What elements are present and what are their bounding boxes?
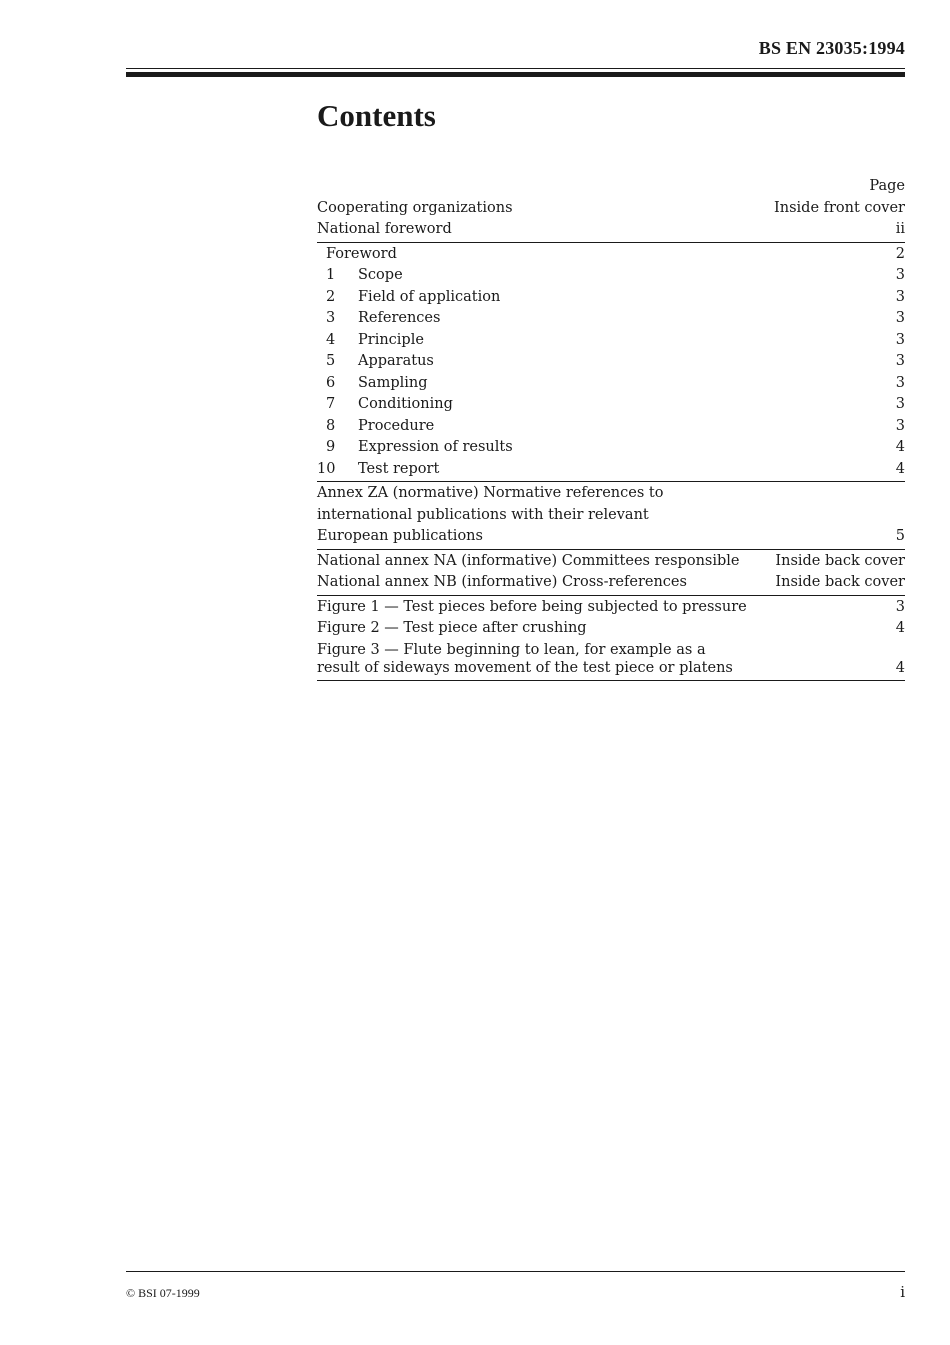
toc-entry-clause-7[interactable] <box>317 394 905 416</box>
toc-entry-cooperating-organizations[interactable] <box>317 198 905 220</box>
toc-entry-page: 3 <box>895 417 905 434</box>
clause-number: 6 <box>326 374 336 391</box>
clause-number: 1 <box>326 267 336 283</box>
page-column-header: Page <box>869 178 905 194</box>
toc-entry-clause-6[interactable] <box>317 373 905 395</box>
header-rule-thick <box>126 72 905 77</box>
toc-entry-page: 2 <box>895 245 905 262</box>
table-of-contents <box>317 176 905 681</box>
toc-entry-label: Scope <box>358 267 403 283</box>
annex-za-group <box>317 482 905 550</box>
clause-number: 7 <box>326 396 336 412</box>
toc-entry-page: 3 <box>895 353 905 369</box>
toc-entry-label: National annex NB (informative) Cross-references <box>317 574 687 590</box>
clause-number: 5 <box>326 353 336 369</box>
toc-entry-label-line: European publications <box>317 528 483 544</box>
footer-page-number: i <box>900 1283 905 1301</box>
toc-entry-label: National annex NA (informative) Committees responsible <box>317 552 740 569</box>
toc-entry-national-annex-na[interactable] <box>317 551 905 573</box>
toc-entry-figure-2[interactable] <box>317 618 905 640</box>
toc-entry-annex-za[interactable] <box>317 483 905 548</box>
toc-entry-clause-8[interactable] <box>317 416 905 438</box>
toc-entry-clause-1[interactable] <box>317 265 905 287</box>
toc-entry-label-line: international publications with their relevant <box>317 506 649 523</box>
toc-entry-national-annex-nb[interactable] <box>317 572 905 594</box>
toc-entry-label: References <box>358 310 441 326</box>
toc-entry-page: 4 <box>895 620 905 636</box>
toc-entry-page: 4 <box>895 460 905 477</box>
toc-entry-page: 3 <box>895 267 905 283</box>
toc-entry-page: Inside back cover <box>775 574 905 590</box>
toc-entry-clause-3[interactable] <box>317 308 905 330</box>
toc-entry-label: Sampling <box>358 374 428 391</box>
toc-entry-label: Figure 2 — Test piece after crushing <box>317 620 587 636</box>
toc-entry-national-foreword[interactable] <box>317 219 905 241</box>
toc-entry-page: 3 <box>895 310 905 326</box>
toc-entry-label: Field of application <box>358 288 501 305</box>
toc-entry-label-line: result of sideways movement of the test piece or platens <box>317 660 733 676</box>
toc-entry-page: 3 <box>895 288 905 305</box>
page-title: Contents <box>317 98 436 133</box>
toc-entry-label-line: Annex ZA (normative) Normative references to <box>317 485 664 501</box>
toc-entry-page: Inside back cover <box>775 552 905 569</box>
figures-group <box>317 596 905 681</box>
toc-entry-page: 3 <box>895 374 905 391</box>
toc-entry-label: Principle <box>358 331 424 348</box>
toc-entry-label: Cooperating organizations <box>317 199 513 216</box>
toc-entry-clause-10[interactable] <box>317 459 905 481</box>
toc-entry-figure-1[interactable] <box>317 597 905 619</box>
clause-number: 10 <box>317 460 336 477</box>
toc-entry-label: Test report <box>358 460 440 477</box>
toc-entry-page: 5 <box>895 528 905 544</box>
toc-entry-label: Foreword <box>326 245 397 262</box>
toc-entry-figure-3[interactable] <box>317 640 905 679</box>
toc-entry-clause-9[interactable] <box>317 437 905 459</box>
toc-entry-foreword[interactable] <box>317 244 905 266</box>
footer-copyright: © BSI 07-1999 <box>126 1286 200 1300</box>
toc-entry-label-line: Figure 3 — Flute beginning to lean, for example as a <box>317 641 706 658</box>
clause-number: 4 <box>326 331 336 348</box>
clause-number: 2 <box>326 288 336 305</box>
toc-entry-clause-4[interactable] <box>317 330 905 352</box>
footer-rule <box>126 1271 905 1272</box>
toc-entry-page: 3 <box>895 331 905 348</box>
clause-number: 8 <box>326 417 336 434</box>
document-id: BS EN 23035:1994 <box>758 38 905 58</box>
main-body-group <box>317 243 905 483</box>
toc-entry-clause-2[interactable] <box>317 287 905 309</box>
toc-entry-page: ii <box>895 221 905 237</box>
clause-number: 9 <box>326 439 336 455</box>
toc-entry-label: Conditioning <box>358 396 453 412</box>
toc-entry-label: Expression of results <box>358 439 513 455</box>
toc-entry-page: Inside front cover <box>774 199 905 216</box>
toc-entry-page: 3 <box>895 598 905 615</box>
toc-entry-page: 4 <box>895 660 905 676</box>
toc-entry-label: Procedure <box>358 417 435 434</box>
clause-number: 3 <box>326 310 336 326</box>
header-rule-thin <box>126 68 905 69</box>
toc-entry-page: 3 <box>895 396 905 412</box>
front-matter-group <box>317 198 905 243</box>
national-annex-group <box>317 550 905 596</box>
toc-entry-page: 4 <box>895 439 905 455</box>
toc-entry-label: Figure 1 — Test pieces before being subjected to pressure <box>317 598 747 615</box>
toc-entry-clause-5[interactable] <box>317 351 905 373</box>
toc-entry-label: Apparatus <box>358 353 434 369</box>
toc-entry-label: National foreword <box>317 221 452 237</box>
